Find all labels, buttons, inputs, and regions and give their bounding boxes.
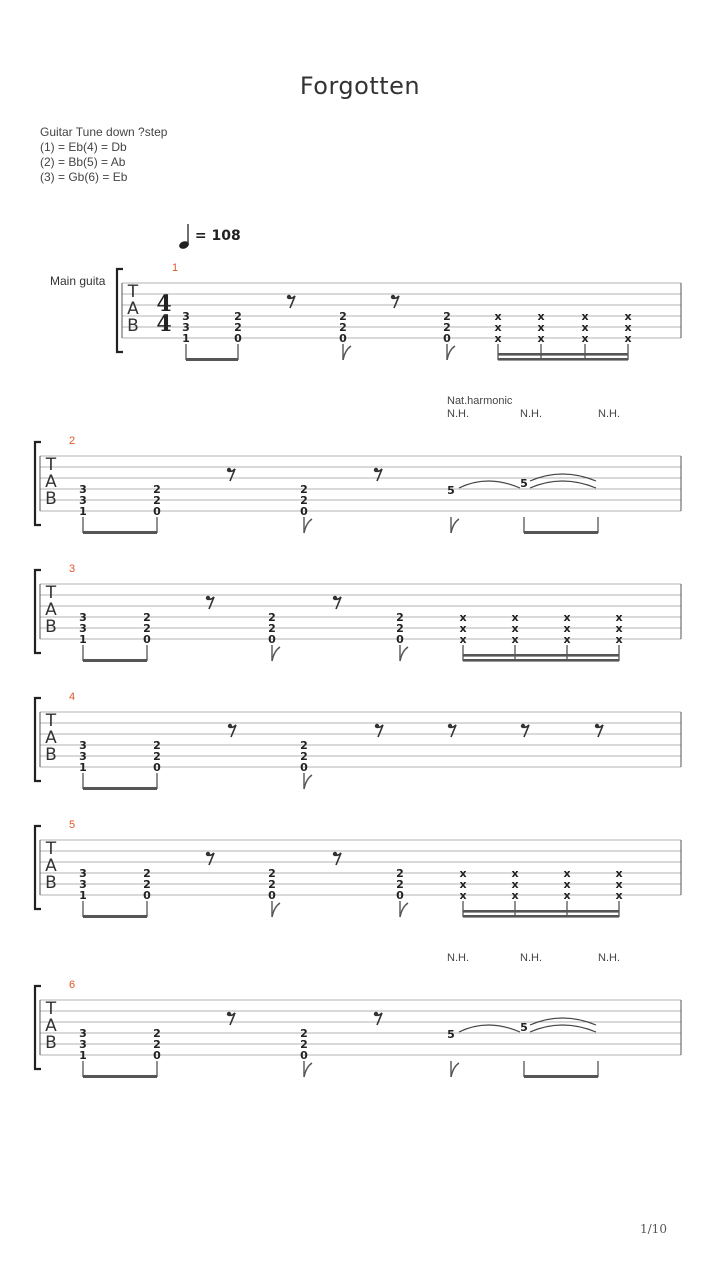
muted-note: x — [459, 878, 467, 891]
bar-number: 3 — [69, 563, 76, 575]
tab-letter: A — [45, 728, 57, 748]
tie-curve — [530, 1018, 596, 1025]
tab-letter: A — [45, 1016, 57, 1036]
tab-letter: A — [45, 472, 57, 492]
fret-number: 2 — [300, 494, 308, 507]
note-beam — [463, 915, 619, 918]
tie-curve — [530, 474, 596, 481]
note-flag — [447, 346, 455, 360]
note-beam — [83, 1075, 157, 1078]
fret-number: 2 — [300, 750, 308, 763]
fret-number: 2 — [396, 878, 404, 891]
note-beam — [524, 1075, 598, 1078]
nh-label: N.H. — [520, 408, 542, 420]
page-number: 1/10 — [640, 1222, 667, 1236]
fret-number: 2 — [143, 878, 151, 891]
tempo-value: = 108 — [194, 228, 241, 244]
fret-number: 2 — [234, 310, 242, 323]
fret-number: 3 — [182, 321, 190, 334]
note-beam — [83, 531, 157, 534]
note-flag — [272, 647, 280, 661]
note-beam — [83, 787, 157, 790]
fret-number: 2 — [396, 622, 404, 635]
eighth-rest-dot — [287, 295, 291, 299]
muted-note: x — [615, 633, 623, 646]
fret-number: 0 — [234, 332, 242, 345]
note-flag — [343, 346, 351, 360]
muted-note: x — [624, 310, 632, 323]
fret-number: 0 — [268, 633, 276, 646]
fret-number: 2 — [143, 611, 151, 624]
fret-number: 1 — [79, 633, 87, 646]
muted-note: x — [624, 321, 632, 334]
fret-number: 2 — [443, 321, 451, 334]
fret-number: 2 — [268, 867, 276, 880]
tab-letter: T — [127, 282, 139, 302]
fret-number: 1 — [79, 505, 87, 518]
tie-curve — [530, 1025, 596, 1032]
song-title: Forgotten — [299, 72, 421, 100]
fret-number: 0 — [300, 1049, 308, 1062]
muted-note: x — [511, 622, 519, 635]
fret-number: 1 — [79, 889, 87, 902]
harmonic-label: Nat.harmonic — [447, 395, 513, 407]
bar-number: 4 — [69, 691, 76, 703]
fret-number: 0 — [268, 889, 276, 902]
fret-number: 0 — [300, 505, 308, 518]
tuning-line: (3) = Gb(6) = Eb — [40, 170, 128, 184]
muted-note: x — [511, 867, 519, 880]
muted-note: x — [563, 622, 571, 635]
track-name: Main guita — [50, 274, 106, 288]
fret-number: 2 — [396, 611, 404, 624]
note-beam — [463, 910, 619, 913]
muted-note: x — [494, 332, 502, 345]
fret-number: 2 — [268, 622, 276, 635]
tie-curve — [530, 481, 596, 488]
fret-number: 0 — [396, 889, 404, 902]
fret-number: 2 — [268, 878, 276, 891]
tab-letter: T — [45, 999, 57, 1019]
tuning-header: Guitar Tune down ?step — [40, 125, 168, 139]
fret-number: 2 — [153, 739, 161, 752]
tab-letter: B — [127, 316, 139, 336]
fret-number: 0 — [143, 633, 151, 646]
muted-note: x — [537, 310, 545, 323]
muted-note: x — [563, 878, 571, 891]
nh-label: N.H. — [598, 408, 620, 420]
fret-number: 0 — [339, 332, 347, 345]
fret-number: 0 — [143, 889, 151, 902]
fret-number: 2 — [143, 867, 151, 880]
fret-number: 2 — [268, 611, 276, 624]
tab-letter: A — [45, 600, 57, 620]
tab-letter: B — [45, 1033, 57, 1053]
fret-number: 2 — [153, 750, 161, 763]
tab-letter: A — [45, 856, 57, 876]
nh-label: N.H. — [598, 952, 620, 964]
fret-number: 3 — [79, 611, 87, 624]
note-beam — [498, 358, 628, 361]
harmonic-fret: 5 — [447, 484, 455, 497]
fret-number: 2 — [339, 321, 347, 334]
muted-note: x — [615, 611, 623, 624]
note-flag — [304, 775, 312, 789]
eighth-rest-dot — [206, 852, 210, 856]
fret-number: 3 — [79, 867, 87, 880]
note-flag — [272, 903, 280, 917]
tab-letter: A — [127, 299, 139, 319]
muted-note: x — [624, 332, 632, 345]
fret-number: 3 — [79, 483, 87, 496]
eighth-rest-dot — [206, 596, 210, 600]
fret-number: 0 — [153, 761, 161, 774]
muted-note: x — [615, 867, 623, 880]
tab-letter: T — [45, 455, 57, 475]
muted-note: x — [581, 332, 589, 345]
tab-letter: T — [45, 839, 57, 859]
eighth-rest-dot — [375, 724, 379, 728]
fret-number: 0 — [396, 633, 404, 646]
fret-number: 1 — [79, 761, 87, 774]
note-flag — [400, 647, 408, 661]
tab-letter: B — [45, 489, 57, 509]
muted-note: x — [563, 611, 571, 624]
bar-number: 5 — [69, 819, 76, 831]
muted-note: x — [459, 867, 467, 880]
bar-number: 2 — [69, 435, 76, 447]
note-beam — [524, 531, 598, 534]
fret-number: 1 — [79, 1049, 87, 1062]
note-beam — [498, 353, 628, 356]
fret-number: 2 — [153, 483, 161, 496]
muted-note: x — [537, 321, 545, 334]
harmonic-fret: 5 — [520, 477, 528, 490]
eighth-rest-dot — [448, 724, 452, 728]
bar-number: 6 — [69, 979, 76, 991]
fret-number: 3 — [79, 1038, 87, 1051]
harmonic-fret: 5 — [447, 1028, 455, 1041]
tie-curve — [459, 1025, 520, 1032]
note-flag — [304, 1063, 312, 1077]
fret-number: 0 — [153, 505, 161, 518]
muted-note: x — [459, 611, 467, 624]
fret-number: 2 — [300, 1038, 308, 1051]
note-flag — [451, 1063, 459, 1077]
fret-number: 2 — [396, 867, 404, 880]
fret-number: 2 — [153, 1027, 161, 1040]
muted-note: x — [615, 878, 623, 891]
nh-label: N.H. — [447, 952, 469, 964]
fret-number: 2 — [300, 483, 308, 496]
nh-label: N.H. — [520, 952, 542, 964]
eighth-rest-dot — [595, 724, 599, 728]
time-signature-top: 4 — [156, 291, 172, 317]
time-signature-bottom: 4 — [156, 311, 172, 337]
fret-number: 2 — [300, 1027, 308, 1040]
muted-note: x — [459, 633, 467, 646]
muted-note: x — [563, 867, 571, 880]
muted-note: x — [563, 889, 571, 902]
muted-note: x — [581, 310, 589, 323]
tab-letter: B — [45, 617, 57, 637]
fret-number: 3 — [182, 310, 190, 323]
eighth-rest-dot — [228, 724, 232, 728]
nh-label: N.H. — [447, 408, 469, 420]
note-flag — [451, 519, 459, 533]
fret-number: 3 — [79, 750, 87, 763]
tuning-line: (2) = Bb(5) = Ab — [40, 155, 126, 169]
muted-note: x — [615, 889, 623, 902]
fret-number: 1 — [182, 332, 190, 345]
note-beam — [463, 654, 619, 657]
harmonic-fret: 5 — [520, 1021, 528, 1034]
eighth-rest-dot — [374, 468, 378, 472]
tab-letter: T — [45, 583, 57, 603]
fret-number: 3 — [79, 494, 87, 507]
muted-note: x — [615, 622, 623, 635]
note-flag — [400, 903, 408, 917]
eighth-rest-dot — [333, 852, 337, 856]
tab-letter: B — [45, 873, 57, 893]
fret-number: 2 — [143, 622, 151, 635]
eighth-rest-dot — [333, 596, 337, 600]
fret-number: 0 — [153, 1049, 161, 1062]
fret-number: 0 — [443, 332, 451, 345]
eighth-rest-dot — [391, 295, 395, 299]
muted-note: x — [563, 633, 571, 646]
note-beam — [83, 915, 147, 918]
fret-number: 3 — [79, 878, 87, 891]
fret-number: 3 — [79, 622, 87, 635]
fret-number: 2 — [300, 739, 308, 752]
fret-number: 2 — [153, 494, 161, 507]
muted-note: x — [511, 878, 519, 891]
fret-number: 3 — [79, 1027, 87, 1040]
muted-note: x — [537, 332, 545, 345]
note-beam — [463, 659, 619, 662]
fret-number: 2 — [443, 310, 451, 323]
muted-note: x — [511, 633, 519, 646]
tab-letter: T — [45, 711, 57, 731]
note-flag — [304, 519, 312, 533]
eighth-rest-dot — [521, 724, 525, 728]
note-beam — [186, 358, 238, 361]
muted-note: x — [459, 889, 467, 902]
fret-number: 2 — [234, 321, 242, 334]
eighth-rest-dot — [374, 1012, 378, 1016]
muted-note: x — [581, 321, 589, 334]
fret-number: 3 — [79, 739, 87, 752]
muted-note: x — [459, 622, 467, 635]
muted-note: x — [494, 321, 502, 334]
muted-note: x — [511, 611, 519, 624]
fret-number: 2 — [153, 1038, 161, 1051]
bar-number: 1 — [172, 262, 179, 274]
note-beam — [83, 659, 147, 662]
tuning-line: (1) = Eb(4) = Db — [40, 140, 127, 154]
eighth-rest-dot — [227, 468, 231, 472]
fret-number: 2 — [339, 310, 347, 323]
fret-number: 0 — [300, 761, 308, 774]
tab-letter: B — [45, 745, 57, 765]
muted-note: x — [511, 889, 519, 902]
muted-note: x — [494, 310, 502, 323]
tie-curve — [459, 481, 520, 488]
eighth-rest-dot — [227, 1012, 231, 1016]
